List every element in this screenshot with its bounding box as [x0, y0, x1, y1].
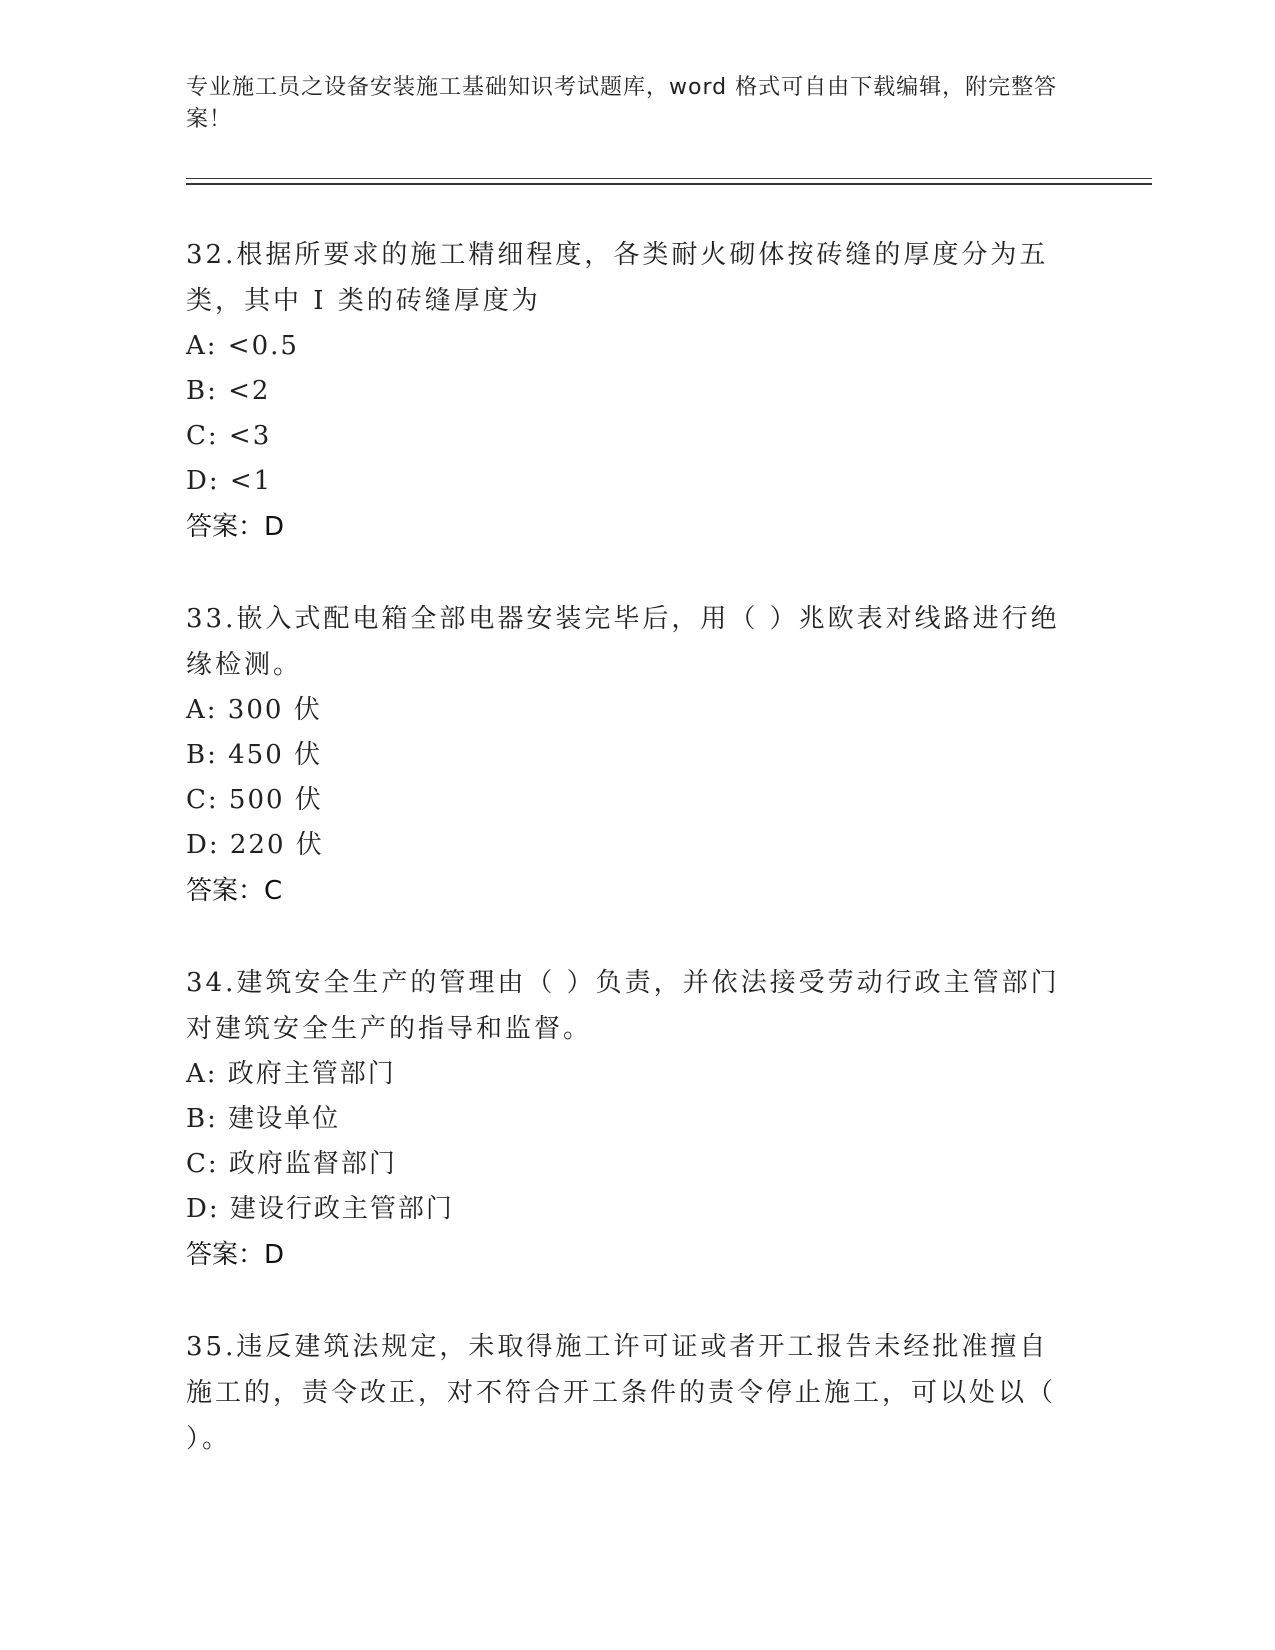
option-b: B: 建设单位	[186, 1104, 341, 1134]
option-a: A: 300 伏	[186, 695, 322, 725]
option-b: B: <2	[186, 376, 271, 406]
question-35	[186, 1324, 1076, 1462]
answer: 答案：D	[186, 512, 285, 542]
option-c: C: 500 伏	[186, 785, 323, 815]
header-divider-bottom	[186, 183, 1152, 185]
option-c: C: 政府监督部门	[186, 1149, 397, 1179]
option-a: A: <0.5	[186, 331, 299, 361]
question-stem: 35.违反建筑法规定，未取得施工许可证或者开工报告未经批准擅自施工的，责令改正，对不符合开工条件的责令停止施工，可以处以（ ）。	[186, 1332, 1057, 1454]
question-stem: 33.嵌入式配电箱全部电器安装完毕后，用（ ）兆欧表对线路进行绝缘检测。	[186, 604, 1060, 680]
question-33	[186, 596, 1076, 914]
option-d: D: 220 伏	[186, 830, 324, 860]
header-divider-top	[186, 178, 1152, 179]
option-c: C: <3	[186, 421, 272, 451]
option-d: D: <1	[186, 466, 273, 496]
question-32	[186, 232, 1076, 550]
question-34	[186, 960, 1076, 1278]
option-d: D: 建设行政主管部门	[186, 1194, 454, 1224]
option-a: A: 政府主管部门	[186, 1059, 396, 1089]
question-stem: 34.建筑安全生产的管理由（ ）负责，并依法接受劳动行政主管部门对建筑安全生产的指导和监督。	[186, 968, 1060, 1044]
question-stem: 32.根据所要求的施工精细程度，各类耐火砌体按砖缝的厚度分为五类，其中 I 类的砖缝厚度为	[186, 240, 1049, 316]
document-header: 专业施工员之设备安装施工基础知识考试题库，word 格式可自由下载编辑，附完整答案！	[186, 75, 1058, 132]
option-b: B: 450 伏	[186, 740, 323, 770]
answer: 答案：C	[186, 876, 283, 906]
answer: 答案：D	[186, 1240, 285, 1270]
